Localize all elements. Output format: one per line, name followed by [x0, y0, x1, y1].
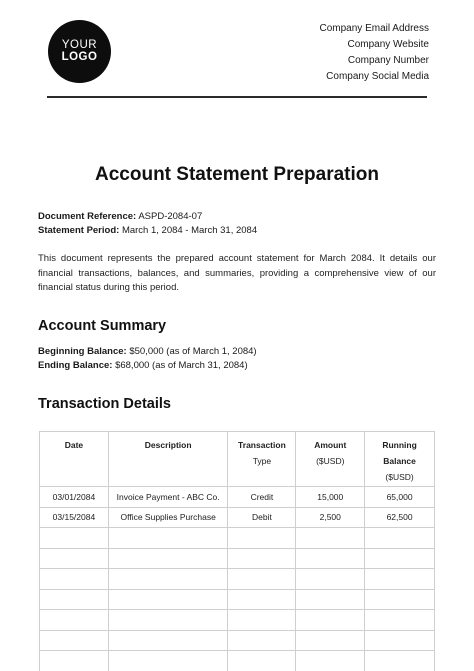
table-row-empty [40, 589, 435, 610]
cell-balance: 62,500 [365, 507, 435, 528]
cell-description: Invoice Payment - ABC Co. [108, 487, 228, 508]
company-social-media: Company Social Media [326, 71, 429, 82]
table-row-empty [40, 548, 435, 569]
ending-balance-label: Ending Balance: [38, 360, 113, 371]
beginning-balance [38, 345, 257, 359]
header-divider [47, 96, 427, 98]
intro-paragraph: This document represents the prepared account statement for March 2084. It details our financial transactions, balances, and summaries, providing a comprehensive view of our financial status during this period. [38, 253, 436, 293]
statement-period-value: March 1, 2084 - March 31, 2084 [121, 225, 258, 236]
company-email: Company Email Address [319, 23, 429, 34]
beginning-balance-label: Beginning Balance: [38, 346, 127, 357]
document-meta [38, 210, 257, 238]
document-reference-value: ASPD-2084-07 [138, 211, 203, 222]
transaction-details-heading: Transaction Details [38, 396, 171, 412]
company-contact-block [320, 21, 430, 85]
company-number: Company Number [347, 55, 429, 66]
table-row [40, 507, 435, 528]
company-website: Company Website [347, 39, 429, 50]
column-header-transaction-type: Transaction Type [228, 432, 296, 487]
cell-description: Office Supplies Purchase [108, 507, 228, 528]
column-header-running-balance: Running Balance ($USD) [365, 432, 435, 487]
ending-balance-value: $68,000 (as of March 31, 2084) [115, 360, 248, 371]
company-logo [48, 20, 111, 83]
logo-line-1: YOUR [61, 39, 98, 51]
table-row-empty [40, 651, 435, 671]
ending-balance [38, 359, 257, 373]
column-header-amount: Amount ($USD) [296, 432, 365, 487]
cell-type: Debit [228, 507, 296, 528]
transaction-table [39, 431, 435, 671]
document-reference-label: Document Reference: [38, 211, 137, 222]
transaction-table-header-row [40, 432, 435, 487]
logo-line-2: LOGO [61, 50, 98, 63]
table-row-empty [40, 630, 435, 651]
cell-type: Credit [228, 487, 296, 508]
table-row [40, 487, 435, 508]
table-row-empty [40, 610, 435, 631]
table-row-empty [40, 528, 435, 549]
account-summary-heading: Account Summary [38, 318, 167, 334]
table-row-empty [40, 569, 435, 590]
cell-balance: 65,000 [365, 487, 435, 508]
cell-amount: 2,500 [296, 507, 365, 528]
document-reference [38, 210, 257, 224]
column-header-description: Description [108, 432, 228, 487]
cell-date: 03/15/2084 [40, 507, 109, 528]
statement-period [38, 224, 257, 238]
account-summary-balances [38, 345, 257, 373]
document-title: Account Statement Preparation [95, 164, 379, 185]
cell-date: 03/01/2084 [40, 487, 109, 508]
beginning-balance-value: $50,000 (as of March 1, 2084) [129, 346, 257, 357]
statement-period-label: Statement Period: [38, 225, 120, 236]
cell-amount: 15,000 [296, 487, 365, 508]
column-header-date: Date [40, 432, 109, 487]
